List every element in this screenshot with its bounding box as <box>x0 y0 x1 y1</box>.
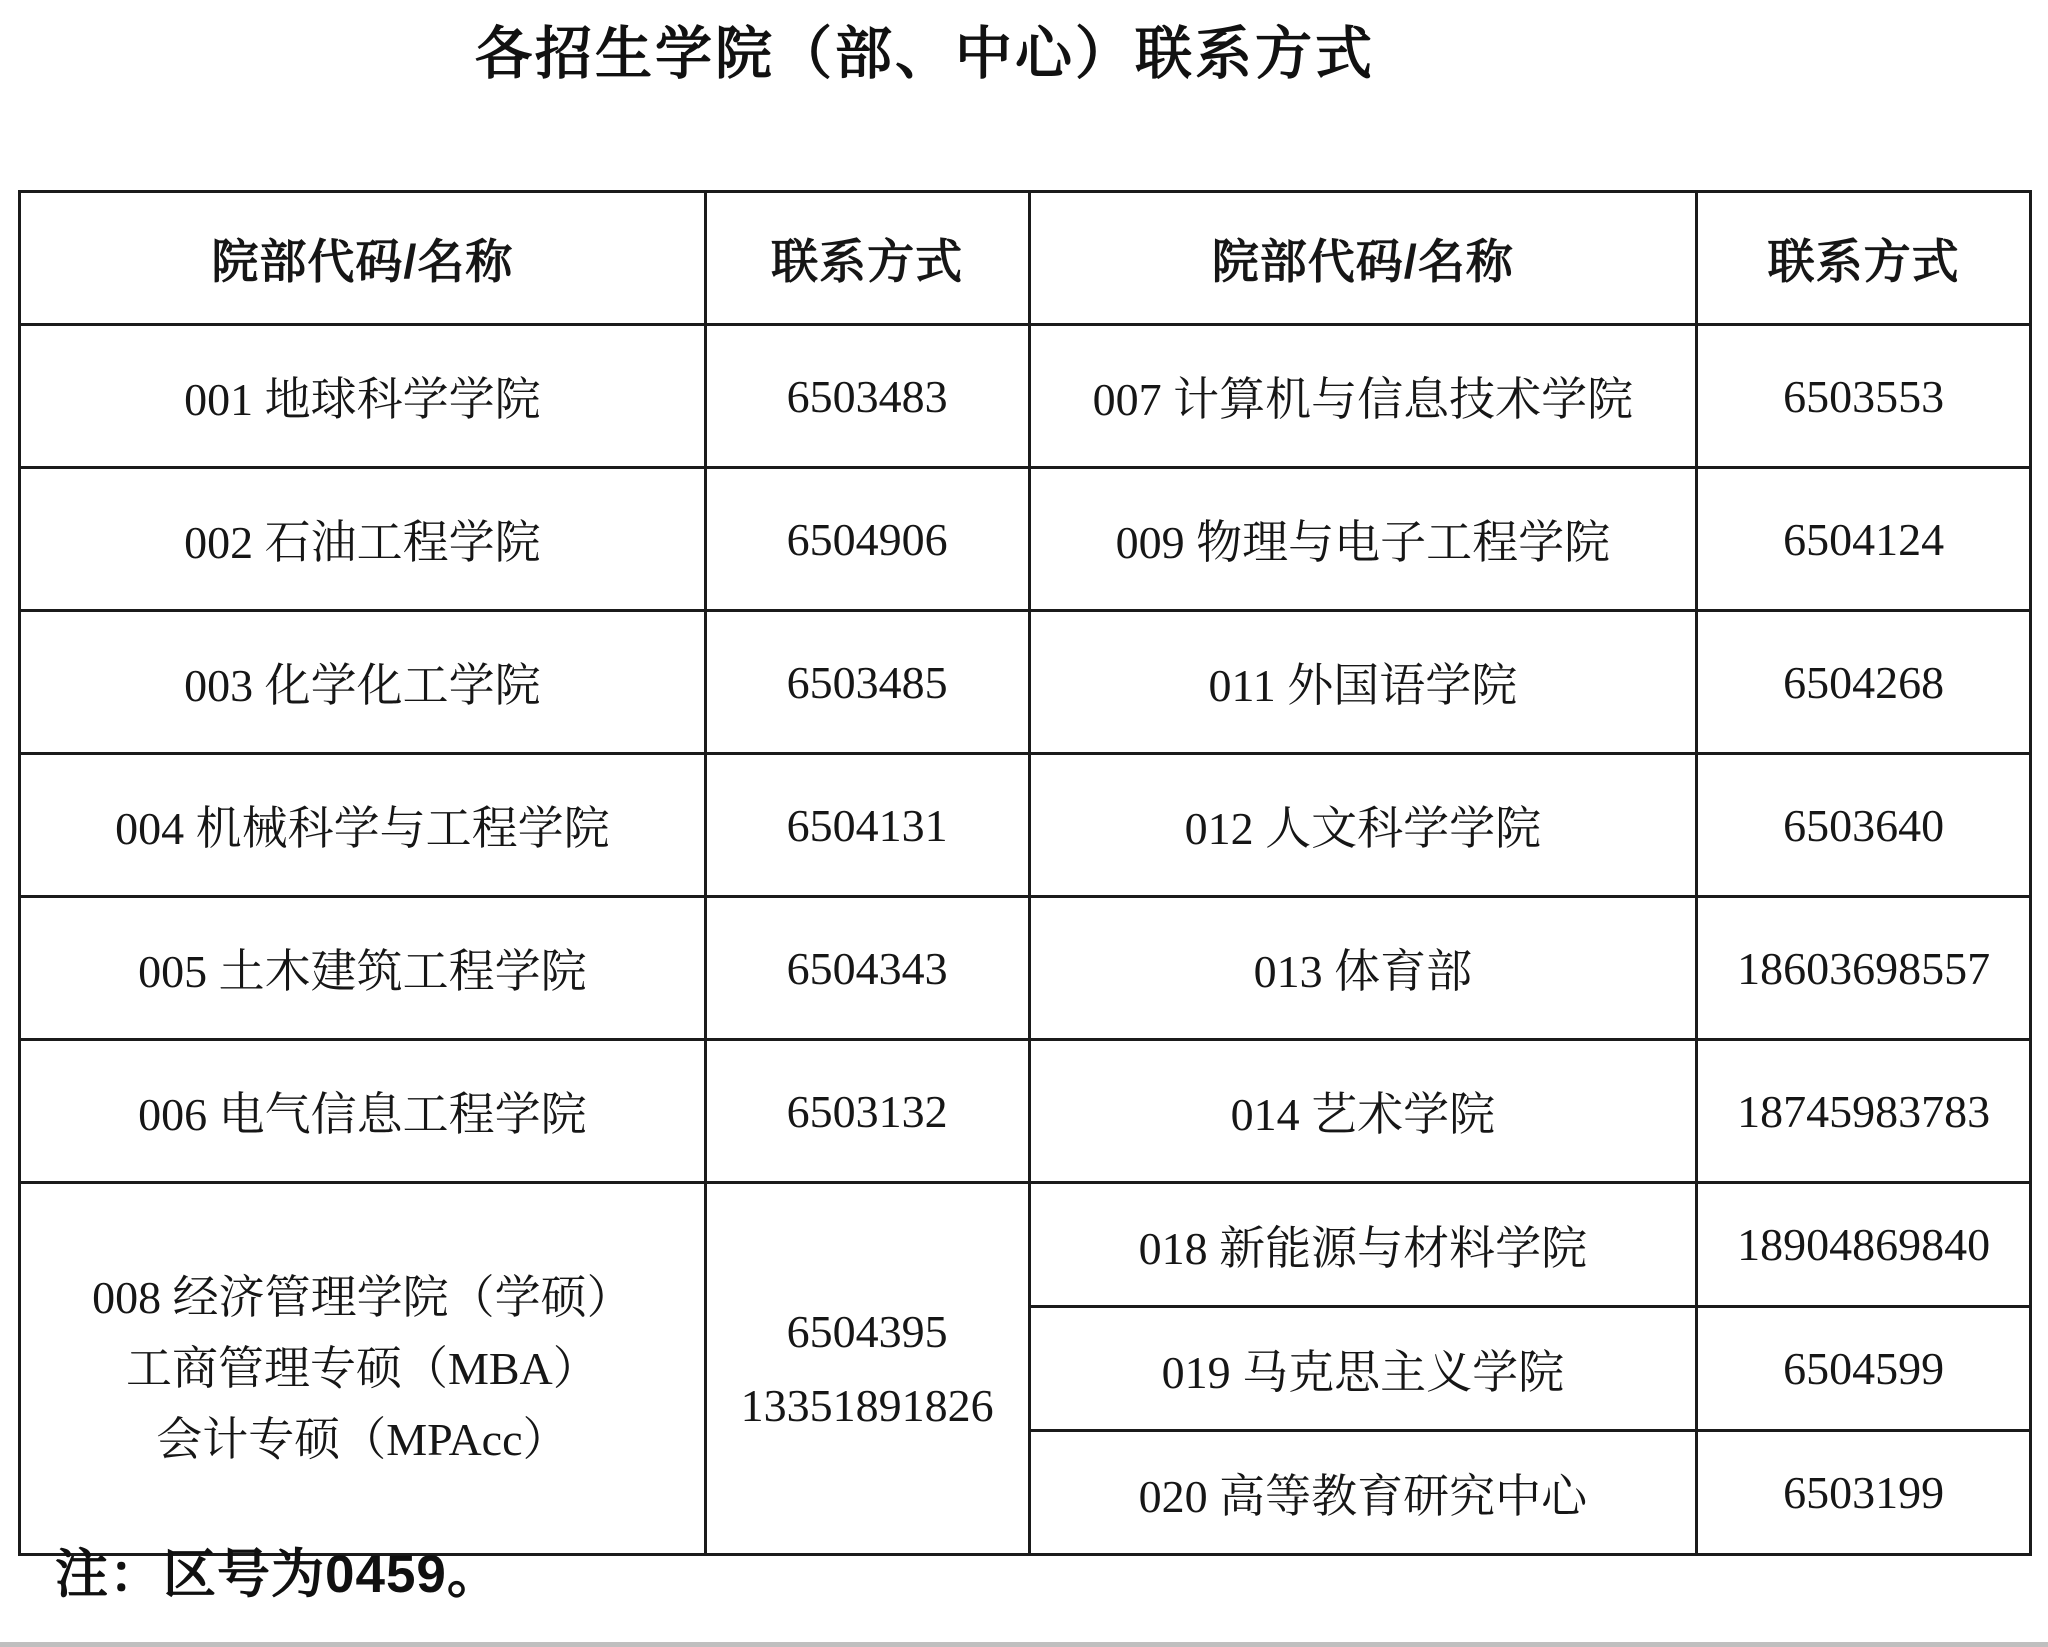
dept-name-line: 会计专硕（MPAcc） <box>156 1414 569 1466</box>
dept-name-cell: 004 机械科学与工程学院 <box>20 754 706 897</box>
dept-name-line: 工商管理专硕（MBA） <box>125 1342 599 1394</box>
dept-name-cell: 006 电气信息工程学院 <box>20 1040 706 1183</box>
phone-cell: 6503132 <box>705 1040 1029 1183</box>
area-code-note: 注：区号为0459。 <box>55 1545 501 1604</box>
dept-name-cell: 020 高等教育研究中心 <box>1029 1431 1697 1555</box>
phone-cell: 6503640 <box>1697 754 2031 897</box>
phone-cell: 18745983783 <box>1697 1040 2031 1183</box>
phone-cell: 18904869840 <box>1697 1183 2031 1307</box>
dept-name-cell: 001 地球科学学院 <box>20 325 706 468</box>
dept-name-cell: 014 艺术学院 <box>1029 1040 1697 1183</box>
contact-table <box>18 190 2032 1556</box>
dept-name-cell: 009 物理与电子工程学院 <box>1029 468 1697 611</box>
table-row <box>20 1183 2031 1307</box>
table-row <box>20 1040 2031 1183</box>
phone-cell: 6503199 <box>1697 1431 2031 1555</box>
table-row <box>20 325 2031 468</box>
phone-cell: 18603698557 <box>1697 897 2031 1040</box>
phone-cell: 6504124 <box>1697 468 2031 611</box>
phone-cell: 6504343 <box>705 897 1029 1040</box>
scan-edge-line <box>0 1642 2048 1647</box>
phone-line: 13351891826 <box>740 1379 994 1431</box>
header-dept-left: 院部代码/名称 <box>20 192 706 325</box>
phone-cell: 6504268 <box>1697 611 2031 754</box>
phone-cell: 6503553 <box>1697 325 2031 468</box>
phone-line: 6504395 <box>786 1305 948 1357</box>
table-row <box>20 754 2031 897</box>
dept-name-cell: 011 外国语学院 <box>1029 611 1697 754</box>
phone-cell: 6503485 <box>705 611 1029 754</box>
table-row <box>20 611 2031 754</box>
phone-cell-merged <box>705 1183 1029 1555</box>
dept-name-cell: 007 计算机与信息技术学院 <box>1029 325 1697 468</box>
header-contact-left: 联系方式 <box>705 192 1029 325</box>
dept-name-cell: 002 石油工程学院 <box>20 468 706 611</box>
phone-cell: 6504131 <box>705 754 1029 897</box>
table-row <box>20 897 2031 1040</box>
table-row <box>20 468 2031 611</box>
dept-name-cell: 012 人文科学学院 <box>1029 754 1697 897</box>
dept-name-cell-merged <box>20 1183 706 1555</box>
phone-cell: 6503483 <box>705 325 1029 468</box>
header-dept-right: 院部代码/名称 <box>1029 192 1697 325</box>
dept-name-cell: 003 化学化工学院 <box>20 611 706 754</box>
dept-name-cell: 018 新能源与材料学院 <box>1029 1183 1697 1307</box>
phone-cell: 6504599 <box>1697 1307 2031 1431</box>
header-contact-right: 联系方式 <box>1697 192 2031 325</box>
phone-cell: 6504906 <box>705 468 1029 611</box>
page-title: 各招生学院（部、中心）联系方式 <box>475 22 1375 86</box>
dept-name-cell: 013 体育部 <box>1029 897 1697 1040</box>
dept-name-cell: 005 土木建筑工程学院 <box>20 897 706 1040</box>
dept-name-cell: 019 马克思主义学院 <box>1029 1307 1697 1431</box>
header-row <box>20 192 2031 325</box>
dept-name-line: 008 经济管理学院（学硕） <box>92 1271 633 1323</box>
